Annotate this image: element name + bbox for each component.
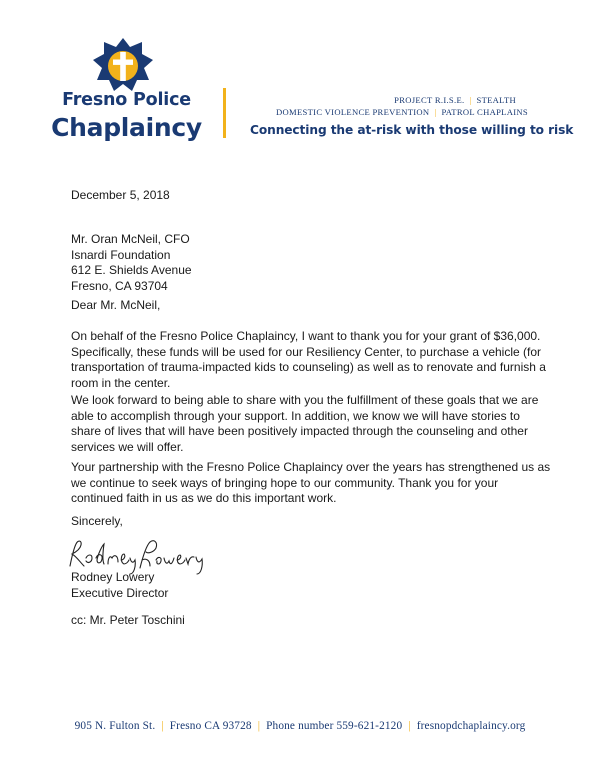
recipient-city: Fresno, CA 93704 (71, 278, 168, 293)
signer-title: Executive Director (71, 585, 169, 600)
paragraph-1: On behalf of the Fresno Police Chaplaincy, I want to thank you for your grant of $36,000. Specifically, these funds will be used for our Resiliency Center, to purchase a vehicle (for transportation of trauma-impacted kids to counseling) as well as to renovate and furnish a room in the center. (71, 329, 546, 390)
org-name (44, 92, 209, 140)
signer-block (71, 570, 168, 601)
program-separator: | (469, 95, 472, 105)
footer-website[interactable]: fresnopdchaplaincy.org (416, 720, 526, 732)
program-list-row2 (276, 107, 528, 117)
tagline: Connecting the at-risk with those willing to risk (250, 123, 574, 137)
program-stealth: STEALTH (476, 95, 516, 105)
program-domestic-violence: DOMESTIC VIOLENCE PREVENTION (276, 107, 430, 117)
footer-separator: | (257, 720, 261, 732)
footer-separator: | (161, 720, 164, 732)
recipient-name: Mr. Oran McNeil, CFO (71, 232, 190, 246)
signer-name: Rodney Lowery (71, 570, 155, 584)
program-project-rise: PROJECT R.I.S.E. (394, 95, 465, 105)
recipient-street: 612 E. Shields Avenue (71, 263, 192, 277)
paragraph-3: Your partnership with the Fresno Police Chaplaincy over the years has strengthened us as we continue to seek ways of bringing hope to our community. Thank you for your continued faith in us as we do this important work. (71, 460, 551, 505)
footer-phone: Phone number 559-621-2120 (266, 720, 403, 732)
footer-separator: | (408, 720, 411, 732)
program-list-row1 (394, 95, 516, 105)
program-patrol-chaplains: PATROL CHAPLAINS (441, 107, 528, 117)
recipient-address (71, 232, 192, 294)
program-separator: | (434, 107, 437, 117)
recipient-organization: Isnardi Foundation (71, 247, 171, 262)
closing: Sincerely, (71, 514, 123, 528)
footer (0, 720, 600, 732)
cc-line: cc: Mr. Peter Toschini (71, 613, 185, 627)
salutation: Dear Mr. McNeil, (71, 298, 161, 312)
org-name-line1: Fresno Police (62, 90, 191, 110)
letter-date: December 5, 2018 (71, 188, 170, 202)
paragraph-2: We look forward to being able to share with you the fulfillment of these goals that we are able to accomplish through your support. In addition, we know we will have stories to share of lives that will have been positively impacted through the counseling and other services we will offer. (71, 393, 539, 454)
footer-city: Fresno CA 93728 (169, 720, 252, 732)
org-name-line2: Chaplaincy (51, 112, 202, 142)
footer-address: 905 N. Fulton St. (74, 720, 156, 732)
header-divider (223, 88, 226, 138)
cross-star-icon (93, 38, 153, 92)
